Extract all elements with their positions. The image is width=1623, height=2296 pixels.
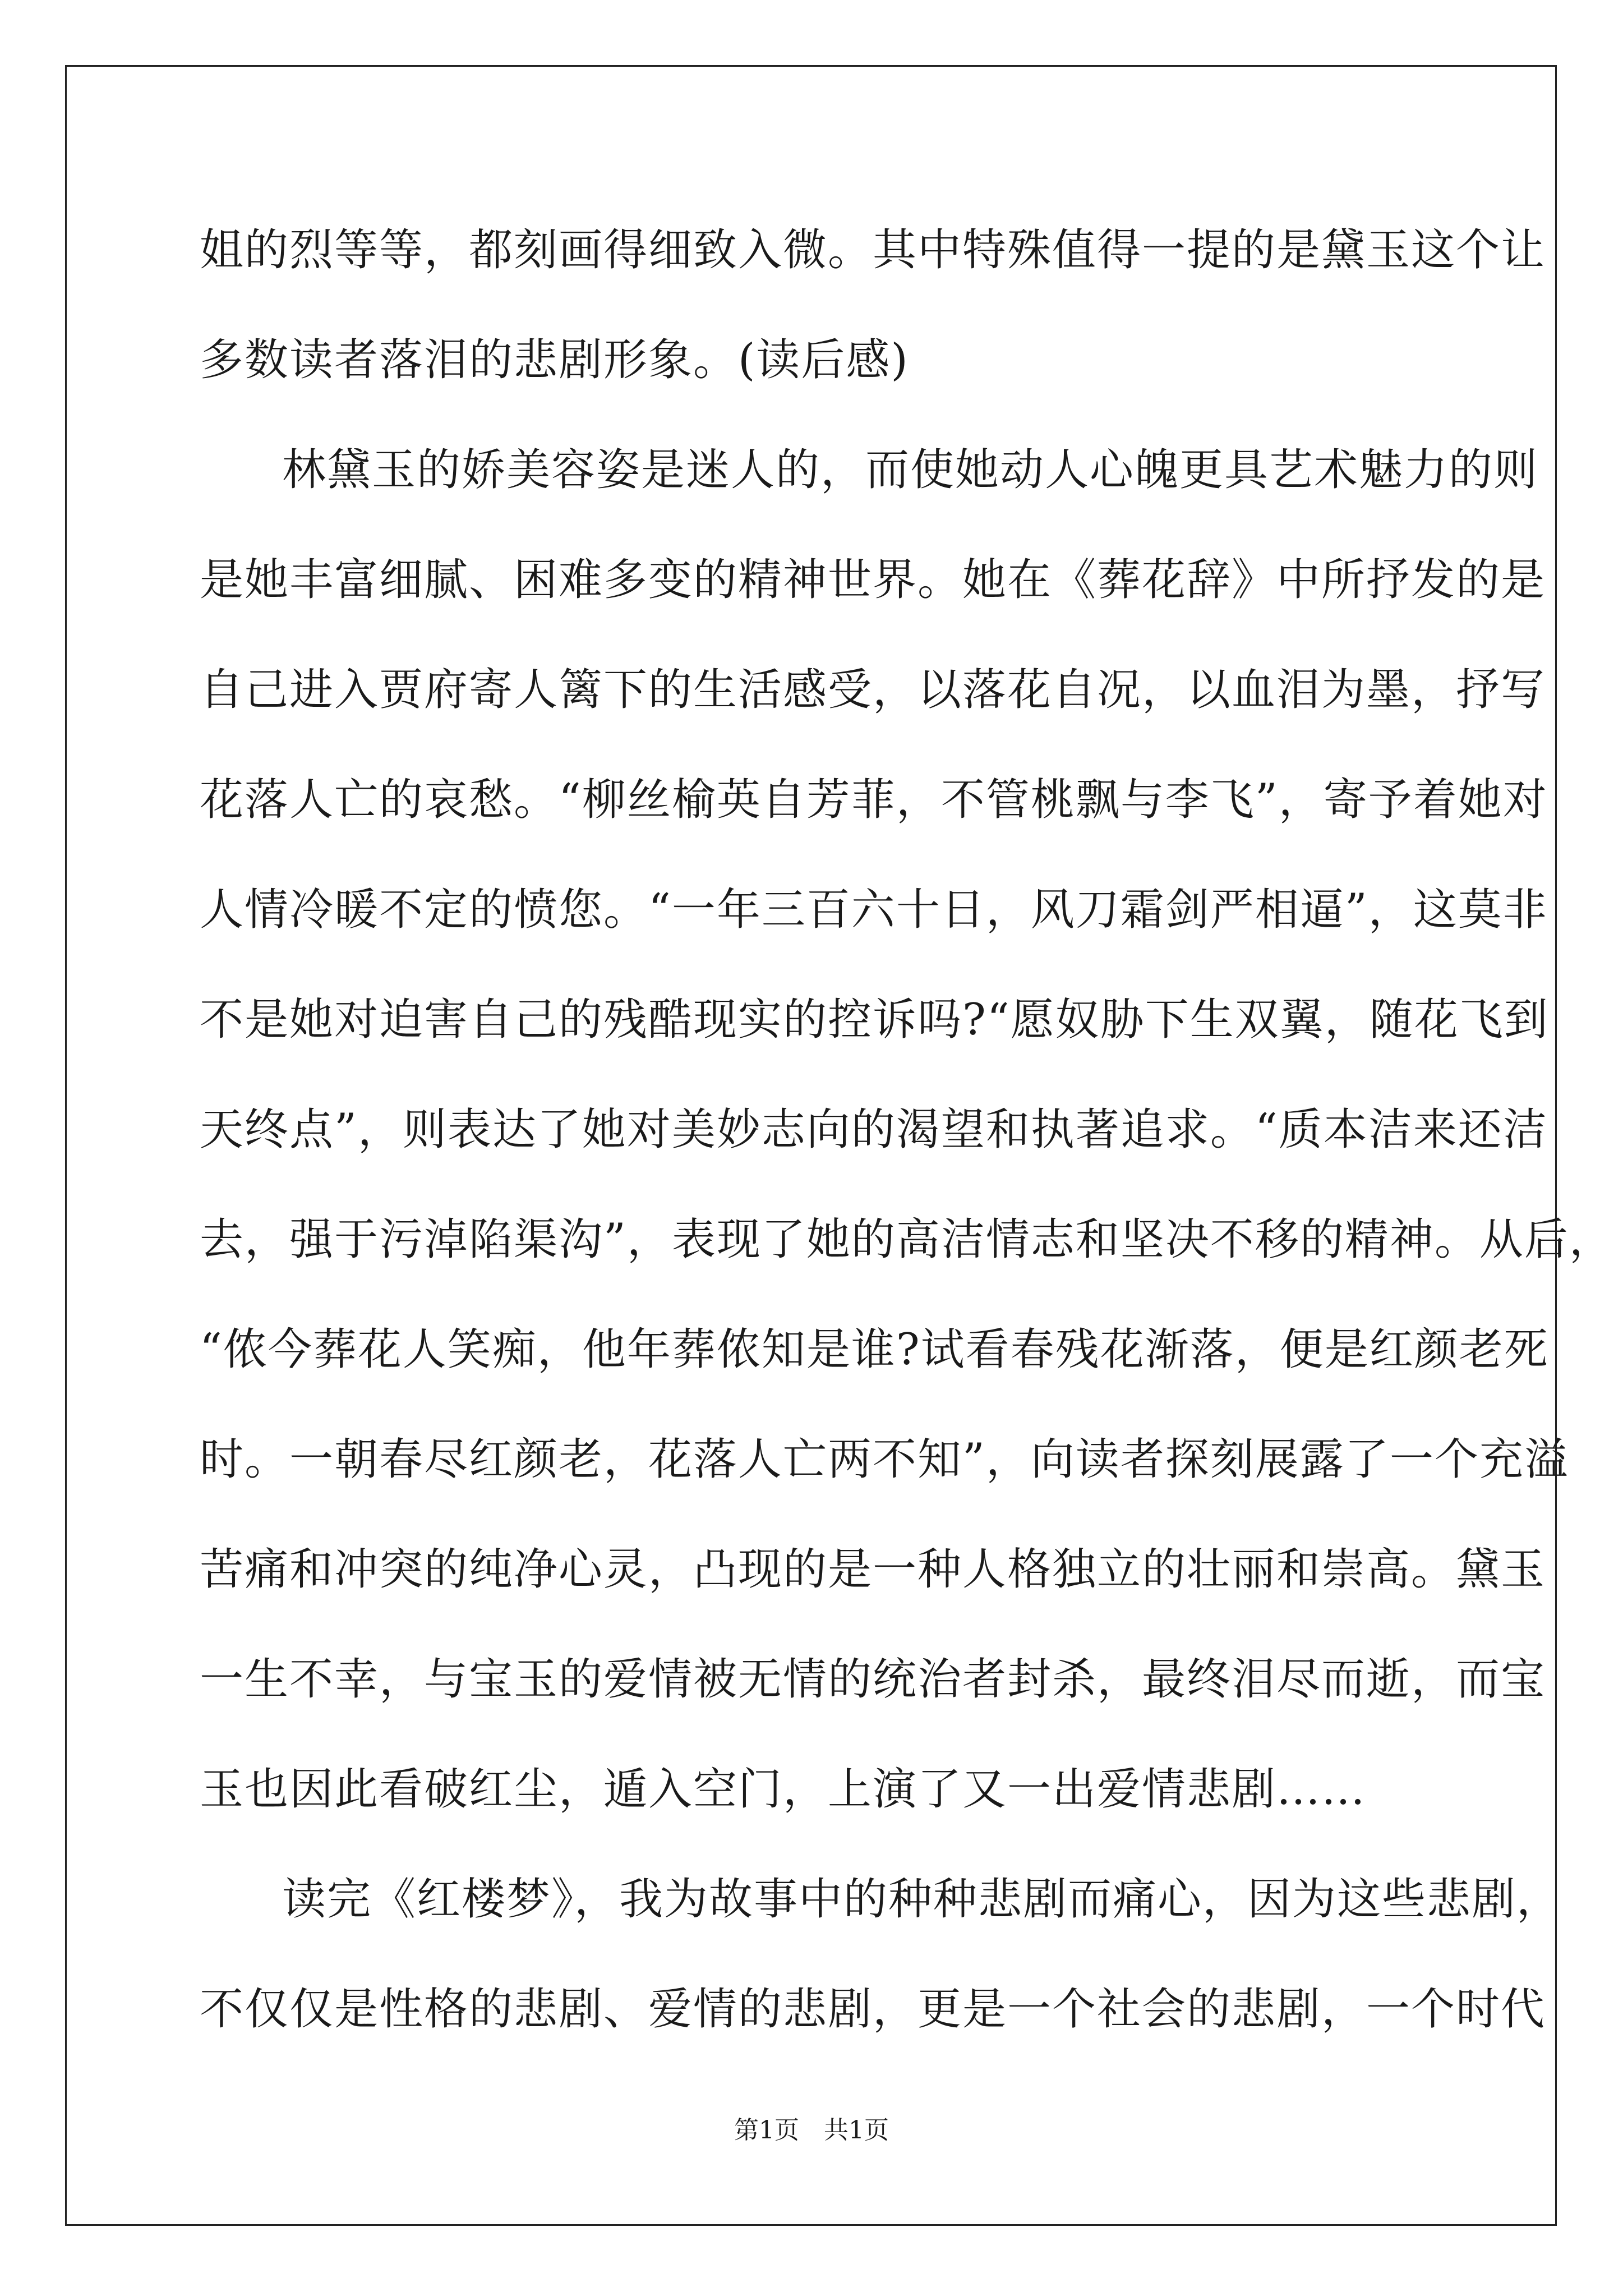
text-line: 不仅仅是性格的悲剧、爱情的悲剧，更是一个社会的悲剧，一个时代 (200, 1984, 1546, 2035)
page-footer: 第1页 共1页 (734, 2116, 889, 2145)
text-line: 自己进入贾府寄人篱下的生活感受，以落花自况，以血泪为墨，抒写 (200, 665, 1546, 715)
text-line: 人情冷暖不定的愤您。“一年三百六十日，风刀霜剑严相逼”，这莫非 (200, 885, 1548, 935)
text-line: 姐的烈等等，都刻画得细致入微。其中特殊值得一提的是黛玉这个让 (200, 225, 1546, 275)
text-line: 去，强于污淖陷渠沟”，表现了她的高洁情志和坚决不移的精神。从后， (200, 1214, 1614, 1265)
text-line: 多数读者落泪的悲剧形象。(读后感) (200, 335, 909, 385)
text-line: 一生不幸，与宝玉的爱情被无情的统治者封杀，最终泪尽而逝，而宝 (200, 1654, 1546, 1705)
text-line: 花落人亡的哀愁。“柳丝榆英自芳菲，不管桃飘与李飞”，寄予着她对 (200, 775, 1548, 825)
text-line: 时。一朝春尽红颜老，花落人亡两不知”，向读者探刻展露了一个充溢 (200, 1434, 1569, 1485)
paragraph-first-line: 林黛玉的娇美容姿是迷人的，而使她动人心魄更具艺术魅力的则 (282, 445, 1539, 495)
text-line: 是她丰富细腻、困难多变的精神世界。她在《葬花辞》中所抒发的是 (200, 555, 1546, 605)
text-line: 天终点”，则表达了她对美妙志向的渴望和执著追求。“质本洁来还洁 (200, 1105, 1548, 1155)
paragraph-first-line: 读完《红楼梦》，我为故事中的种种悲剧而痛心，因为这些悲剧， (282, 1874, 1562, 1925)
text-line: “侬今葬花人笑痴，他年葬侬知是谁?试看春残花渐落，便是红颜老死 (200, 1324, 1549, 1375)
text-line: 玉也因此看破红尘，遁入空门，上演了又一出爱情悲剧…… (200, 1764, 1367, 1815)
text-line: 苦痛和冲突的纯净心灵，凸现的是一种人格独立的壮丽和崇高。黛玉 (200, 1544, 1546, 1595)
text-line: 不是她对迫害自己的残酷现实的控诉吗?“愿奴胁下生双翼，随花飞到 (200, 995, 1549, 1045)
